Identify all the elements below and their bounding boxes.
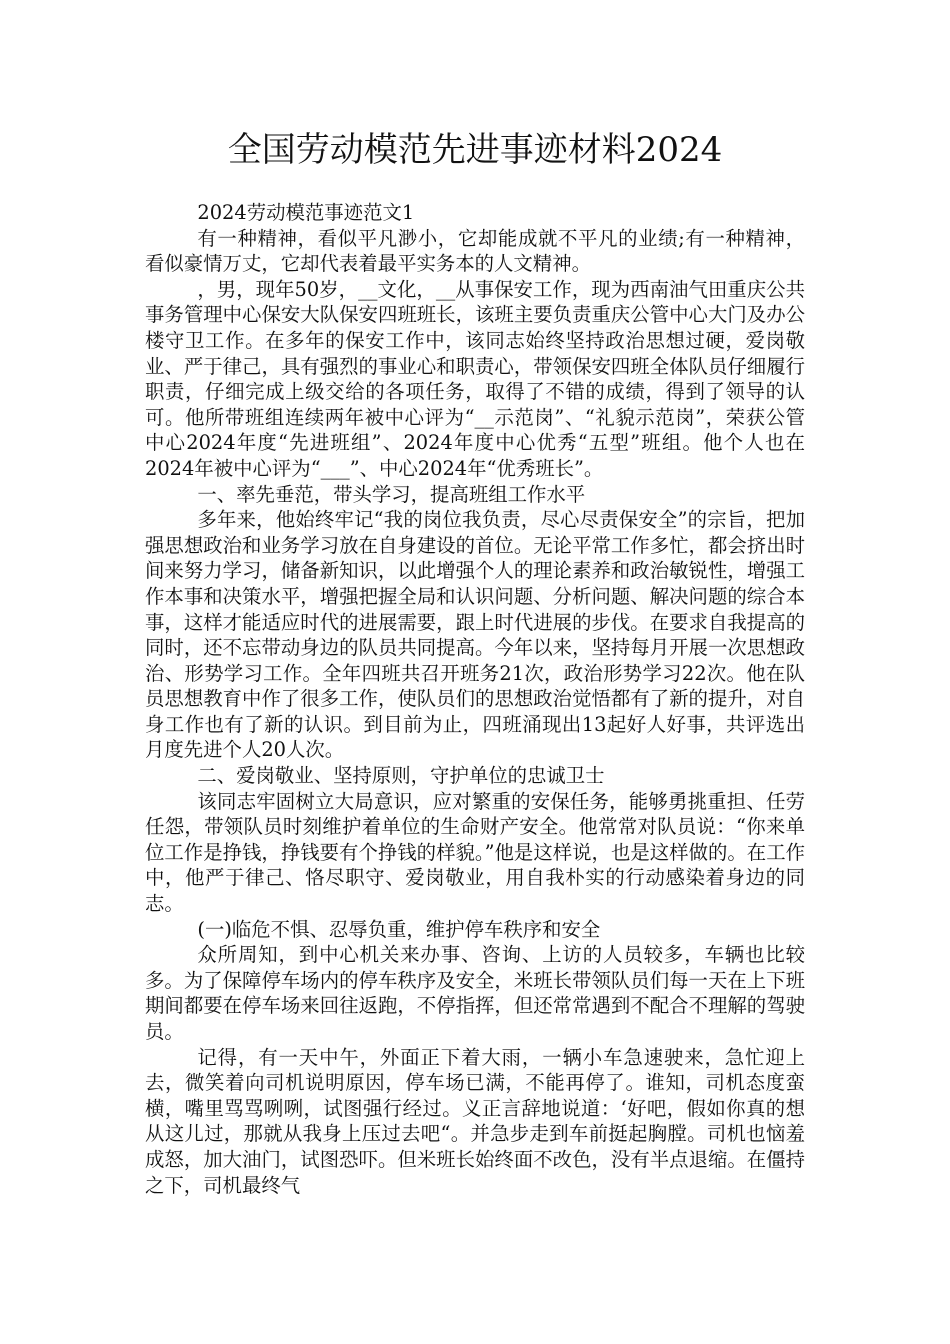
document-body (145, 200, 805, 1198)
section-heading: 二、爱岗敬业、坚持原则，守护单位的忠诚卫士 (197, 764, 605, 788)
document-title: 全国劳动模范先进事迹材料2024 (227, 130, 723, 170)
subtitle-paragraph: 2024劳动模范事迹范文1 (197, 201, 415, 224)
subsection-heading: (一)临危不惧、忍辱负重，维护停车秩序和安全 (197, 917, 601, 941)
body-paragraph: 众所周知，到中心机关来办事、咨询、上访的人员较多，车辆也比较多。为了保障停车场内的停车秩序及安全，米班长带领队员们每一天在上下班期间都要在停车场来回往返跑，不停指挥，但还常常遇到不配合不理解的驾驶员。 (145, 943, 805, 1043)
section-heading: 一、率先垂范，带头学习，提高班组工作水平 (197, 482, 586, 506)
body-paragraph: ，男，现年50岁，__文化，__从事保安工作，现为西南油气田重庆公共事务管理中心保安大队保安四班班长，该班主要负责重庆公管中心大门及办公楼守卫工作。在多年的保安工作中，该同志始终坚持政治思想过硬，爱岗敬业、严于律己，具有强烈的事业心和职责心，带领保安四班全体队员仔细履行职责，仔细完成上级交给的各项任务，取得了不错的成绩，得到了领导的认可。他所带班组连续两年被中心评为“__示范岗”、“礼貌示范岗”，荣获公管中心2024年度“先进班组”、2024年度中心优秀“五型”班组。他个人也在2024年被中心评为“___”、中心2024年“优秀班长”。 (145, 277, 805, 480)
body-paragraph: 该同志牢固树立大局意识，应对繁重的安保任务，能够勇挑重担、任劳任怨，带领队员时刻维护着单位的生命财产安全。他常常对队员说：“你来单位工作是挣钱，挣钱要有个挣钱的样貌。”他是这样说，也是这样做的。在工作中，他严于律己、恪尽职守、爱岗敬业，用自我朴实的行动感染着身边的同志。 (145, 789, 805, 916)
body-paragraph: 记得，有一天中午，外面正下着大雨，一辆小车急速驶来，急忙迎上去，微笑着向司机说明原因，停车场已满，不能再停了。谁知，司机态度蛮横，嘴里骂骂咧咧，试图强行经过。义正言辞地说道：‘好吧，假如你真的想从这儿过，那就从我身上压过去吧“。并急步走到车前挺起胸膛。司机也恼羞成怒，加大油门，试图恐吓。但米班长始终面不改色，没有半点退缩。在僵持之下，司机最终气 (145, 1045, 805, 1197)
body-paragraph: 多年来，他始终牢记“我的岗位我负责，尽心尽责保安全”的宗旨，把加强思想政治和业务学习放在自身建设的首位。无论平常工作多忙，都会挤出时间来努力学习，储备新知识，以此增强个人的理论素养和政治敏锐性，增强工作本事和决策水平，增强把握全局和认识问题、分析问题、解决问题的综合本事，这样才能适应时代的进展需要，跟上时代进展的步伐。在要求自我提高的同时，还不忘带动身边的队员共同提高。今年以来，坚持每月开展一次思想政治、形势学习工作。全年四班共召开班务21次，政治形势学习22次。他在队员思想教育中作了很多工作，使队员们的思想政治觉悟都有了新的提升，对自身工作也有了新的认识。到目前为止，四班涌现出13起好人好事，共评选出月度先进个人20人次。 (145, 508, 805, 762)
body-paragraph: 有一种精神，看似平凡渺小，它却能成就不平凡的业绩;有一种精神，看似豪情万丈，它却代表着最平实务本的人文精神。 (145, 226, 805, 276)
